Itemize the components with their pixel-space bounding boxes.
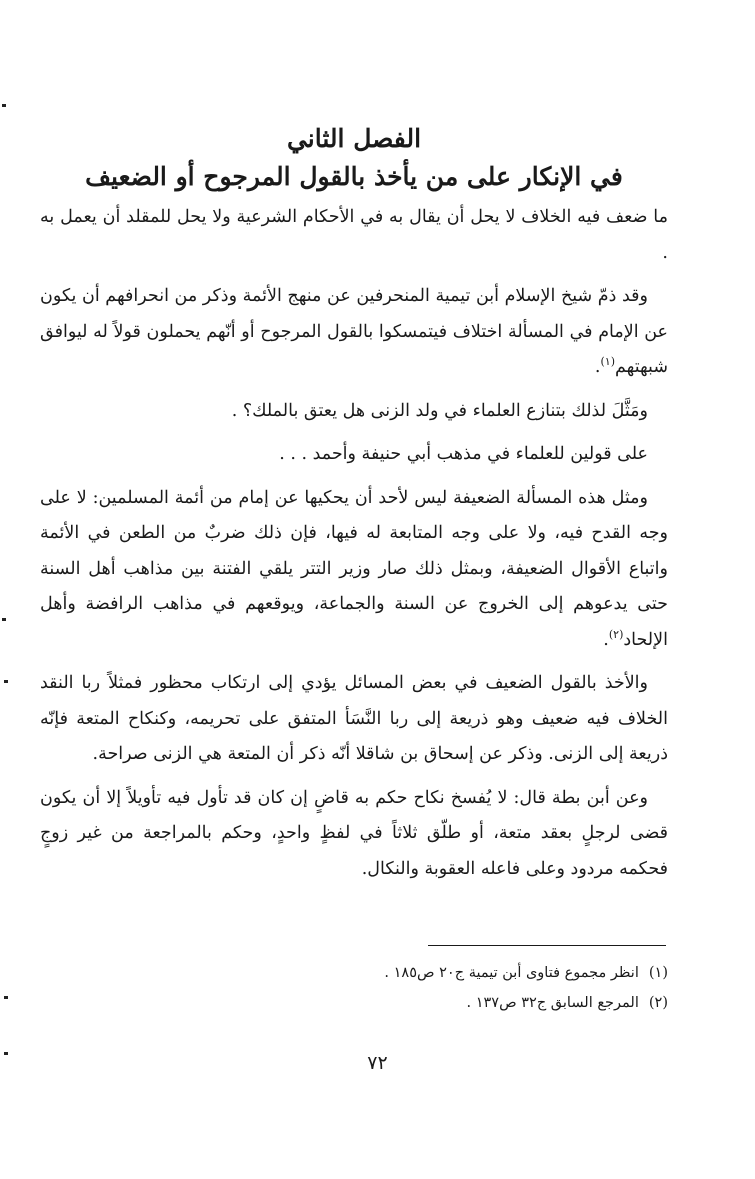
paragraph-3: ومَثَّلَ لذلك بتنازع العلماء في ولد الزنى هل يعتق بالملك؟ . (231, 400, 648, 421)
chapter-subtitle: في الإنكار على من يأخذ بالقول المرجوح أو الضعيف (85, 162, 623, 191)
footnote-1-text: انظر مجموع فتاوى أبن تيمية ج٢٠ ص١٨٥ . (384, 965, 639, 981)
paragraph-2-text: وقد ذمّ شيخ الإسلام أبن تيمية المنحرفين عن منهج الأئمة وذكر من انحرافهم أن يكون عن الإمام في المسألة اختلاف فيتمسكوا بالقول المرجوح أو أنّهم يحملون قولاً له ليوافق شبهتهم (40, 286, 669, 377)
paragraph-2-tail: . (594, 357, 601, 377)
paragraph-1: ما ضعف فيه الخلاف لا يحل أن يقال به في الأحكام الشرعية ولا يحل للمقلد أن يعمل به . (40, 207, 668, 263)
footnotes (40, 958, 668, 1018)
scan-mark (4, 996, 8, 999)
scan-mark (2, 618, 6, 621)
scan-mark (2, 104, 6, 107)
footnote-1-number: (١) (648, 965, 668, 981)
footnote-1 (40, 958, 668, 988)
paragraph-6: والأخذ بالقول الضعيف في بعض المسائل يؤدي إلى ارتكاب محظور فمثلاً ربا النقد الخلاف فيه ضعيف وهو ذريعة إلى ربا النَّسَأ المتفق على تحريمه، وكنكاح المتعة فإنّه ذريعة إلى الزنى. وذكر عن إسحاق بن شاقلا أنّه ذكر أن المتعة هي الزنى صراحة. (40, 673, 668, 764)
footnote-ref-1: (١) (600, 355, 615, 369)
paragraph-5-tail: . (603, 629, 609, 650)
paragraph-5-text: ومثل هذه المسألة الضعيفة ليس لأحد أن يحكيها عن إمام من أئمة المسلمين: لا على وجه القدح فيه، ولا على وجه المتابعة له فيها، فإن ذلك ضربٌ من الطعن في الأئمة واتباع الأقوال الضعيفة، وبمثل ذلك صار وزير التتر يلقي الفتنة بين مذاهب أهل السنة حتى يدعوهم إلى الخروج عن السنة والجماعة، ويوقعهم في مذاهب الرافضة وأهل الإلحاد (40, 487, 668, 650)
scan-mark (4, 680, 8, 683)
chapter-title: الفصل الثاني (286, 124, 422, 153)
paragraph-2 (40, 279, 668, 386)
footnote-2 (40, 988, 668, 1018)
page-body (40, 120, 668, 895)
page-number: ٧٢ (367, 1052, 388, 1074)
footnote-2-number: (٢) (648, 995, 668, 1011)
paragraph-5 (40, 481, 668, 659)
footnote-divider (428, 945, 666, 946)
paragraph-4: على قولين للعلماء في مذهب أبي حنيفة وأحمد . . . (279, 444, 648, 464)
footnote-ref-2: (٢) (608, 627, 624, 641)
footnote-2-text: المرجع السابق ج٣٢ ص١٣٧ . (466, 995, 639, 1011)
paragraph-7: وعن أبن بطة قال: لا يُفسخ نكاح حكم به قاضٍ إن كان قد تأول فيه تأويلاً إلا أن يكون قضى لرجلٍ بعقد متعة، أو طلّق ثلاثاً في لفظٍ واحدٍ، وحكم بالمراجعة من غير زوجٍ فحكمه مردود وعلى فاعله العقوبة والنكال. (40, 787, 668, 879)
scan-mark (4, 1052, 8, 1055)
